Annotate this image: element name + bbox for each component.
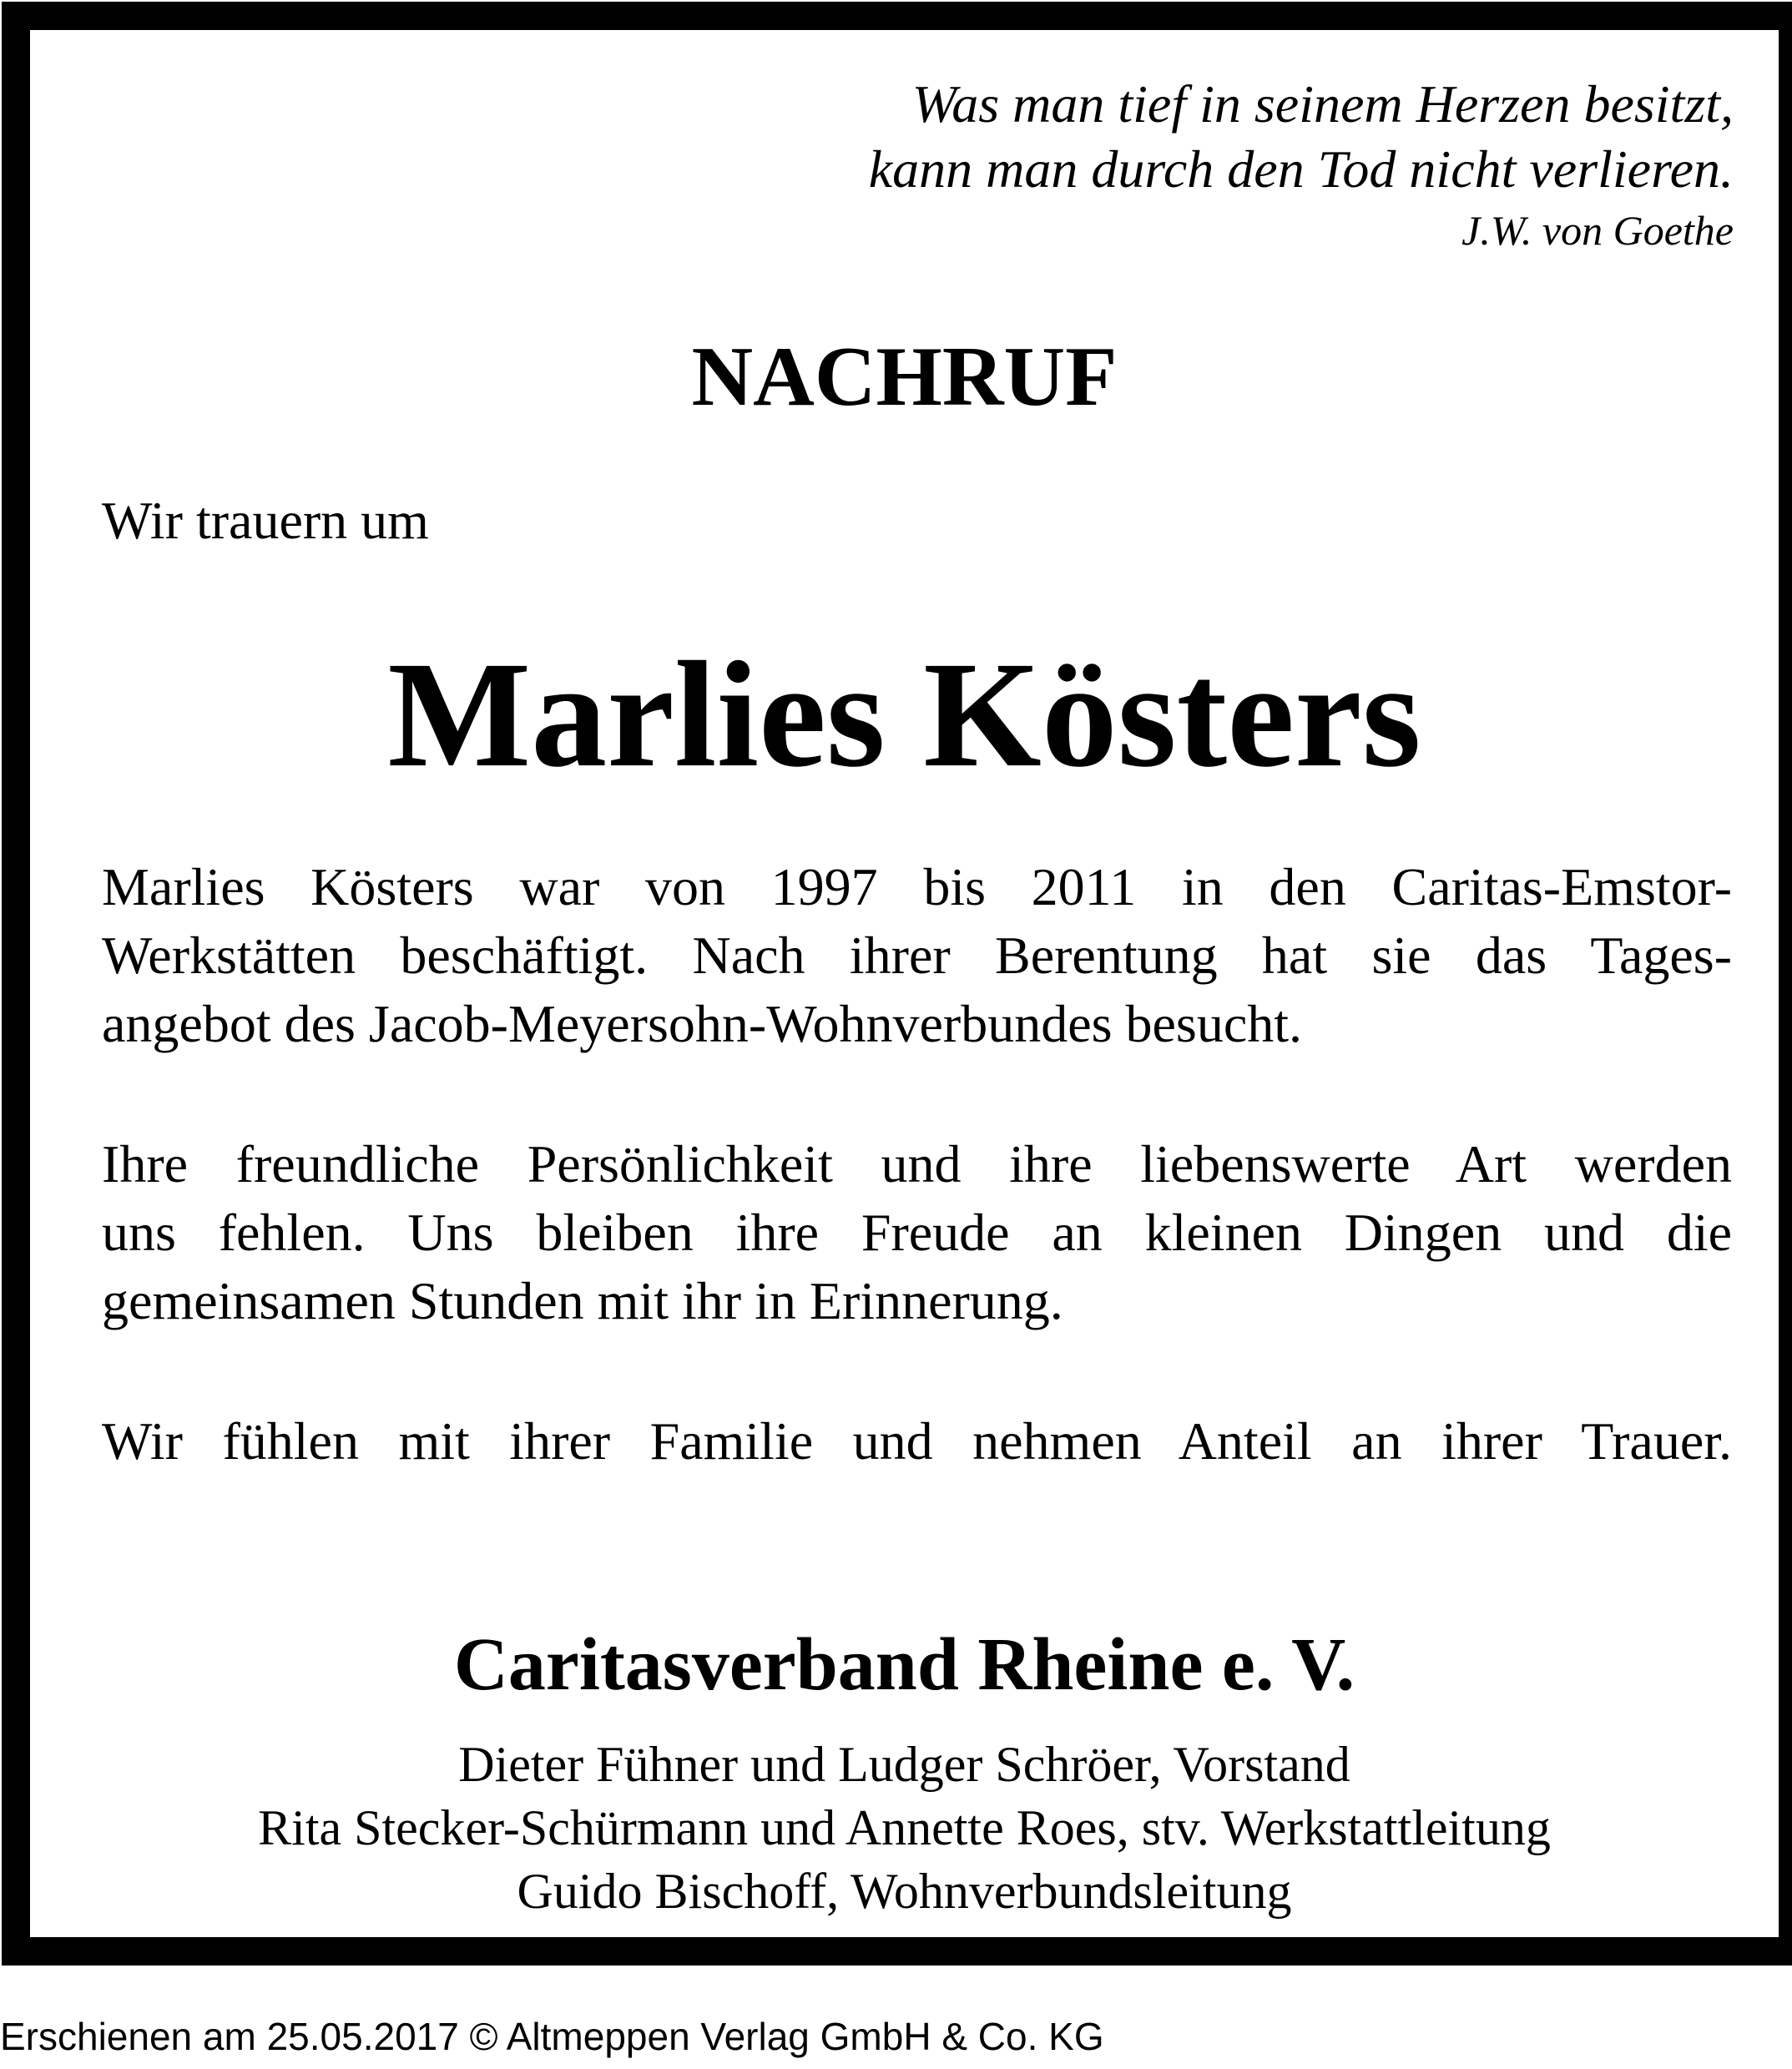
quote-author: J.W. von Goethe: [1461, 207, 1734, 254]
quote-line: kann man durch den Tod nicht verlieren.: [868, 139, 1734, 199]
body-line: angebot des Jacob-Meyersohn-Wohnverbundes besucht.: [102, 994, 1302, 1053]
signer-line: Dieter Fühner und Ludger Schröer, Vorstand: [458, 1737, 1350, 1792]
body-paragraph: [102, 1130, 1732, 1335]
body-line: Wir fühlen mit ihrer Familie und nehmen Anteil an ihrer Trauer.: [102, 1411, 1732, 1471]
intro-text: Wir trauern um: [102, 491, 429, 550]
signer-line: Guido Bischoff, Wohnverbundsleitung: [517, 1864, 1292, 1919]
body-paragraph: [102, 1407, 1732, 1476]
body-line: Werkstätten beschäftigt. Nach ihrer Berentung hat sie das Tages-: [102, 926, 1732, 985]
body-line: uns fehlen. Uns bleiben ihre Freude an kleinen Dingen und die: [102, 1203, 1732, 1262]
body-line: Ihre freundliche Persönlichkeit und ihre liebenswerte Art werden: [102, 1134, 1732, 1193]
quote-line: Was man tief in seinem Herzen besitzt,: [911, 74, 1734, 134]
publication-footer: Erschienen am 25.05.2017 © Altmeppen Verlag GmbH & Co. KG: [0, 2015, 1104, 2058]
goethe-quote: [869, 72, 1734, 259]
body-paragraph: [102, 853, 1732, 1058]
obituary-content: [30, 30, 1779, 1937]
signer-line: Rita Stecker-Schürmann und Annette Roes, stv. Werkstattleitung: [258, 1800, 1551, 1855]
body-line: gemeinsamen Stunden mit ihr in Erinnerung.: [102, 1271, 1063, 1330]
organization-name: Caritasverband Rheine e. V.: [453, 1623, 1355, 1706]
signers-list: [30, 1733, 1779, 1923]
body-line: Marlies Kösters war von 1997 bis 2011 in den Caritas-Emstor-: [102, 857, 1732, 916]
obituary-heading: NACHRUF: [691, 330, 1118, 424]
obituary-frame: [2, 2, 1792, 1966]
deceased-name: Marlies Kösters: [387, 631, 1421, 799]
